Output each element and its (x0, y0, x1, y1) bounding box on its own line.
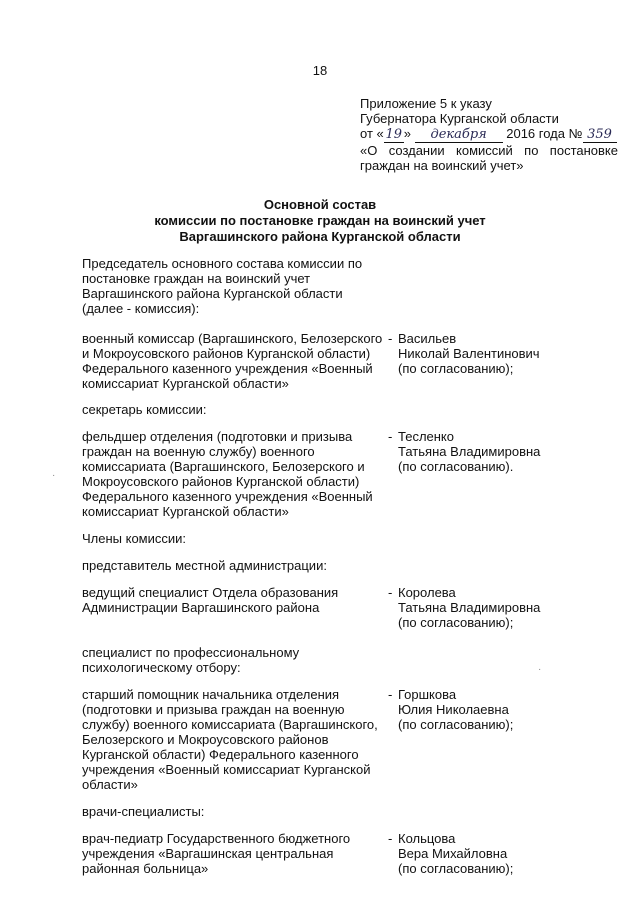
given-name: Юлия Николаевна (398, 702, 509, 717)
member-position (82, 585, 386, 630)
dash: - (388, 687, 393, 702)
text-line: специалист по профессиональному (82, 645, 300, 660)
given-name: Николай Валентинович (398, 346, 540, 361)
members-heading: Члены комиссии: (82, 531, 187, 546)
member-entry (82, 429, 542, 519)
handwritten-day: 19 (385, 127, 403, 142)
text-line: постановке граждан на воинский учет (82, 271, 311, 286)
agreement-note: (по согласованию); (398, 615, 514, 630)
member-position (82, 331, 386, 391)
dash: - (388, 331, 393, 346)
member-entry (82, 585, 542, 630)
commission-list (82, 256, 542, 876)
date-prefix: от « (360, 126, 384, 141)
dash: - (388, 585, 393, 600)
text-line: Белозерского и Мокроусовского районов (82, 732, 329, 747)
doctors-heading: врачи-специалисты: (82, 804, 205, 819)
member-entry (82, 687, 542, 792)
scan-speck: · (538, 664, 542, 675)
member-position (82, 429, 386, 519)
surname: Тесленко (398, 429, 454, 444)
psych-heading (82, 645, 542, 675)
text-line: врач-педиатр Государственного бюджетного (82, 831, 351, 846)
dash: - (388, 831, 393, 846)
agreement-note: (по согласованию). (398, 459, 514, 474)
surname: Горшкова (398, 687, 457, 702)
appendix-subject: граждан на воинский учет» (360, 158, 524, 173)
secretary-heading: секретарь комиссии: (82, 402, 207, 417)
text-line: Варгашинского района Курганской области (82, 286, 343, 301)
given-name: Вера Михайловна (398, 846, 508, 861)
text-line: Федерального казенного учреждения «Военный (82, 361, 373, 376)
text-line: фельдшер отделения (подготовки и призыва (82, 429, 353, 444)
member-name (386, 429, 542, 519)
text-line: службу) военного комиссариата (Варгашинского, (82, 717, 378, 732)
text-line: Председатель основного состава комиссии по (82, 256, 363, 271)
member-position (82, 831, 386, 876)
document-title (0, 197, 640, 245)
text-line: ведущий специалист Отдела образования (82, 585, 339, 600)
date-mid: » (403, 126, 411, 141)
text-line: комиссариата (Варгашинского, Белозерского и (82, 459, 365, 474)
appendix-line: Приложение 5 к указу (360, 96, 492, 111)
chairman-heading (82, 256, 542, 316)
member-position (82, 687, 386, 792)
text-line: (подготовки и призыва граждан на военную (82, 702, 345, 717)
text-line: районная больница» (82, 861, 209, 876)
appendix-subject: «О создании комиссий по постановке (360, 143, 618, 158)
text-line: Мокроусовского районов Курганской области) (82, 474, 360, 489)
appendix-block (360, 96, 618, 173)
member-entry (82, 831, 542, 876)
surname: Королева (398, 585, 456, 600)
text-line: (далее - комиссия): (82, 301, 200, 316)
appendix-line: Губернатора Курганской области (360, 111, 559, 126)
member-entry (82, 331, 542, 391)
text-line: Федерального казенного учреждения «Военный (82, 489, 373, 504)
text-line: военный комиссар (Варгашинского, Белозерского (82, 331, 383, 346)
text-line: граждан на военную службу) военного (82, 444, 315, 459)
text-line: Администрации Варгашинского района (82, 600, 320, 615)
title-line: комиссии по постановке граждан на воинский учет (154, 213, 486, 228)
agreement-note: (по согласованию); (398, 361, 514, 376)
text-line: психологическому отбору: (82, 660, 241, 675)
page-number: 18 (312, 63, 328, 78)
text-line: и Мокроусовского районов Курганской области) (82, 346, 371, 361)
member-name (386, 585, 542, 630)
text-line: области» (82, 777, 138, 792)
handwritten-number: 359 (583, 127, 617, 143)
given-name: Татьяна Владимировна (398, 444, 541, 459)
appendix-date-line (360, 126, 618, 143)
surname: Васильев (398, 331, 457, 346)
scan-speck: · (52, 470, 56, 481)
text-line: учреждения «Военный комиссариат Курганской (82, 762, 371, 777)
title-line: Варгашинского района Курганской области (179, 229, 461, 244)
text-line: Курганской области) Федерального казенного (82, 747, 359, 762)
local-admin-heading: представитель местной администрации: (82, 558, 327, 573)
member-name (386, 687, 542, 792)
agreement-note: (по согласованию); (398, 861, 514, 876)
member-name (386, 331, 542, 391)
text-line: комиссариат Курганской области» (82, 504, 289, 519)
text-line: учреждения «Варгашинская центральная (82, 846, 334, 861)
member-name (386, 831, 542, 876)
given-name: Татьяна Владимировна (398, 600, 541, 615)
text-line: старший помощник начальника отделения (82, 687, 340, 702)
agreement-note: (по согласованию); (398, 717, 514, 732)
text-line: комиссариат Курганской области» (82, 376, 289, 391)
surname: Кольцова (398, 831, 456, 846)
title-line: Основной состав (263, 197, 377, 212)
date-year: 2016 года № (506, 126, 583, 141)
dash: - (388, 429, 393, 444)
handwritten-month: декабря (415, 127, 503, 143)
